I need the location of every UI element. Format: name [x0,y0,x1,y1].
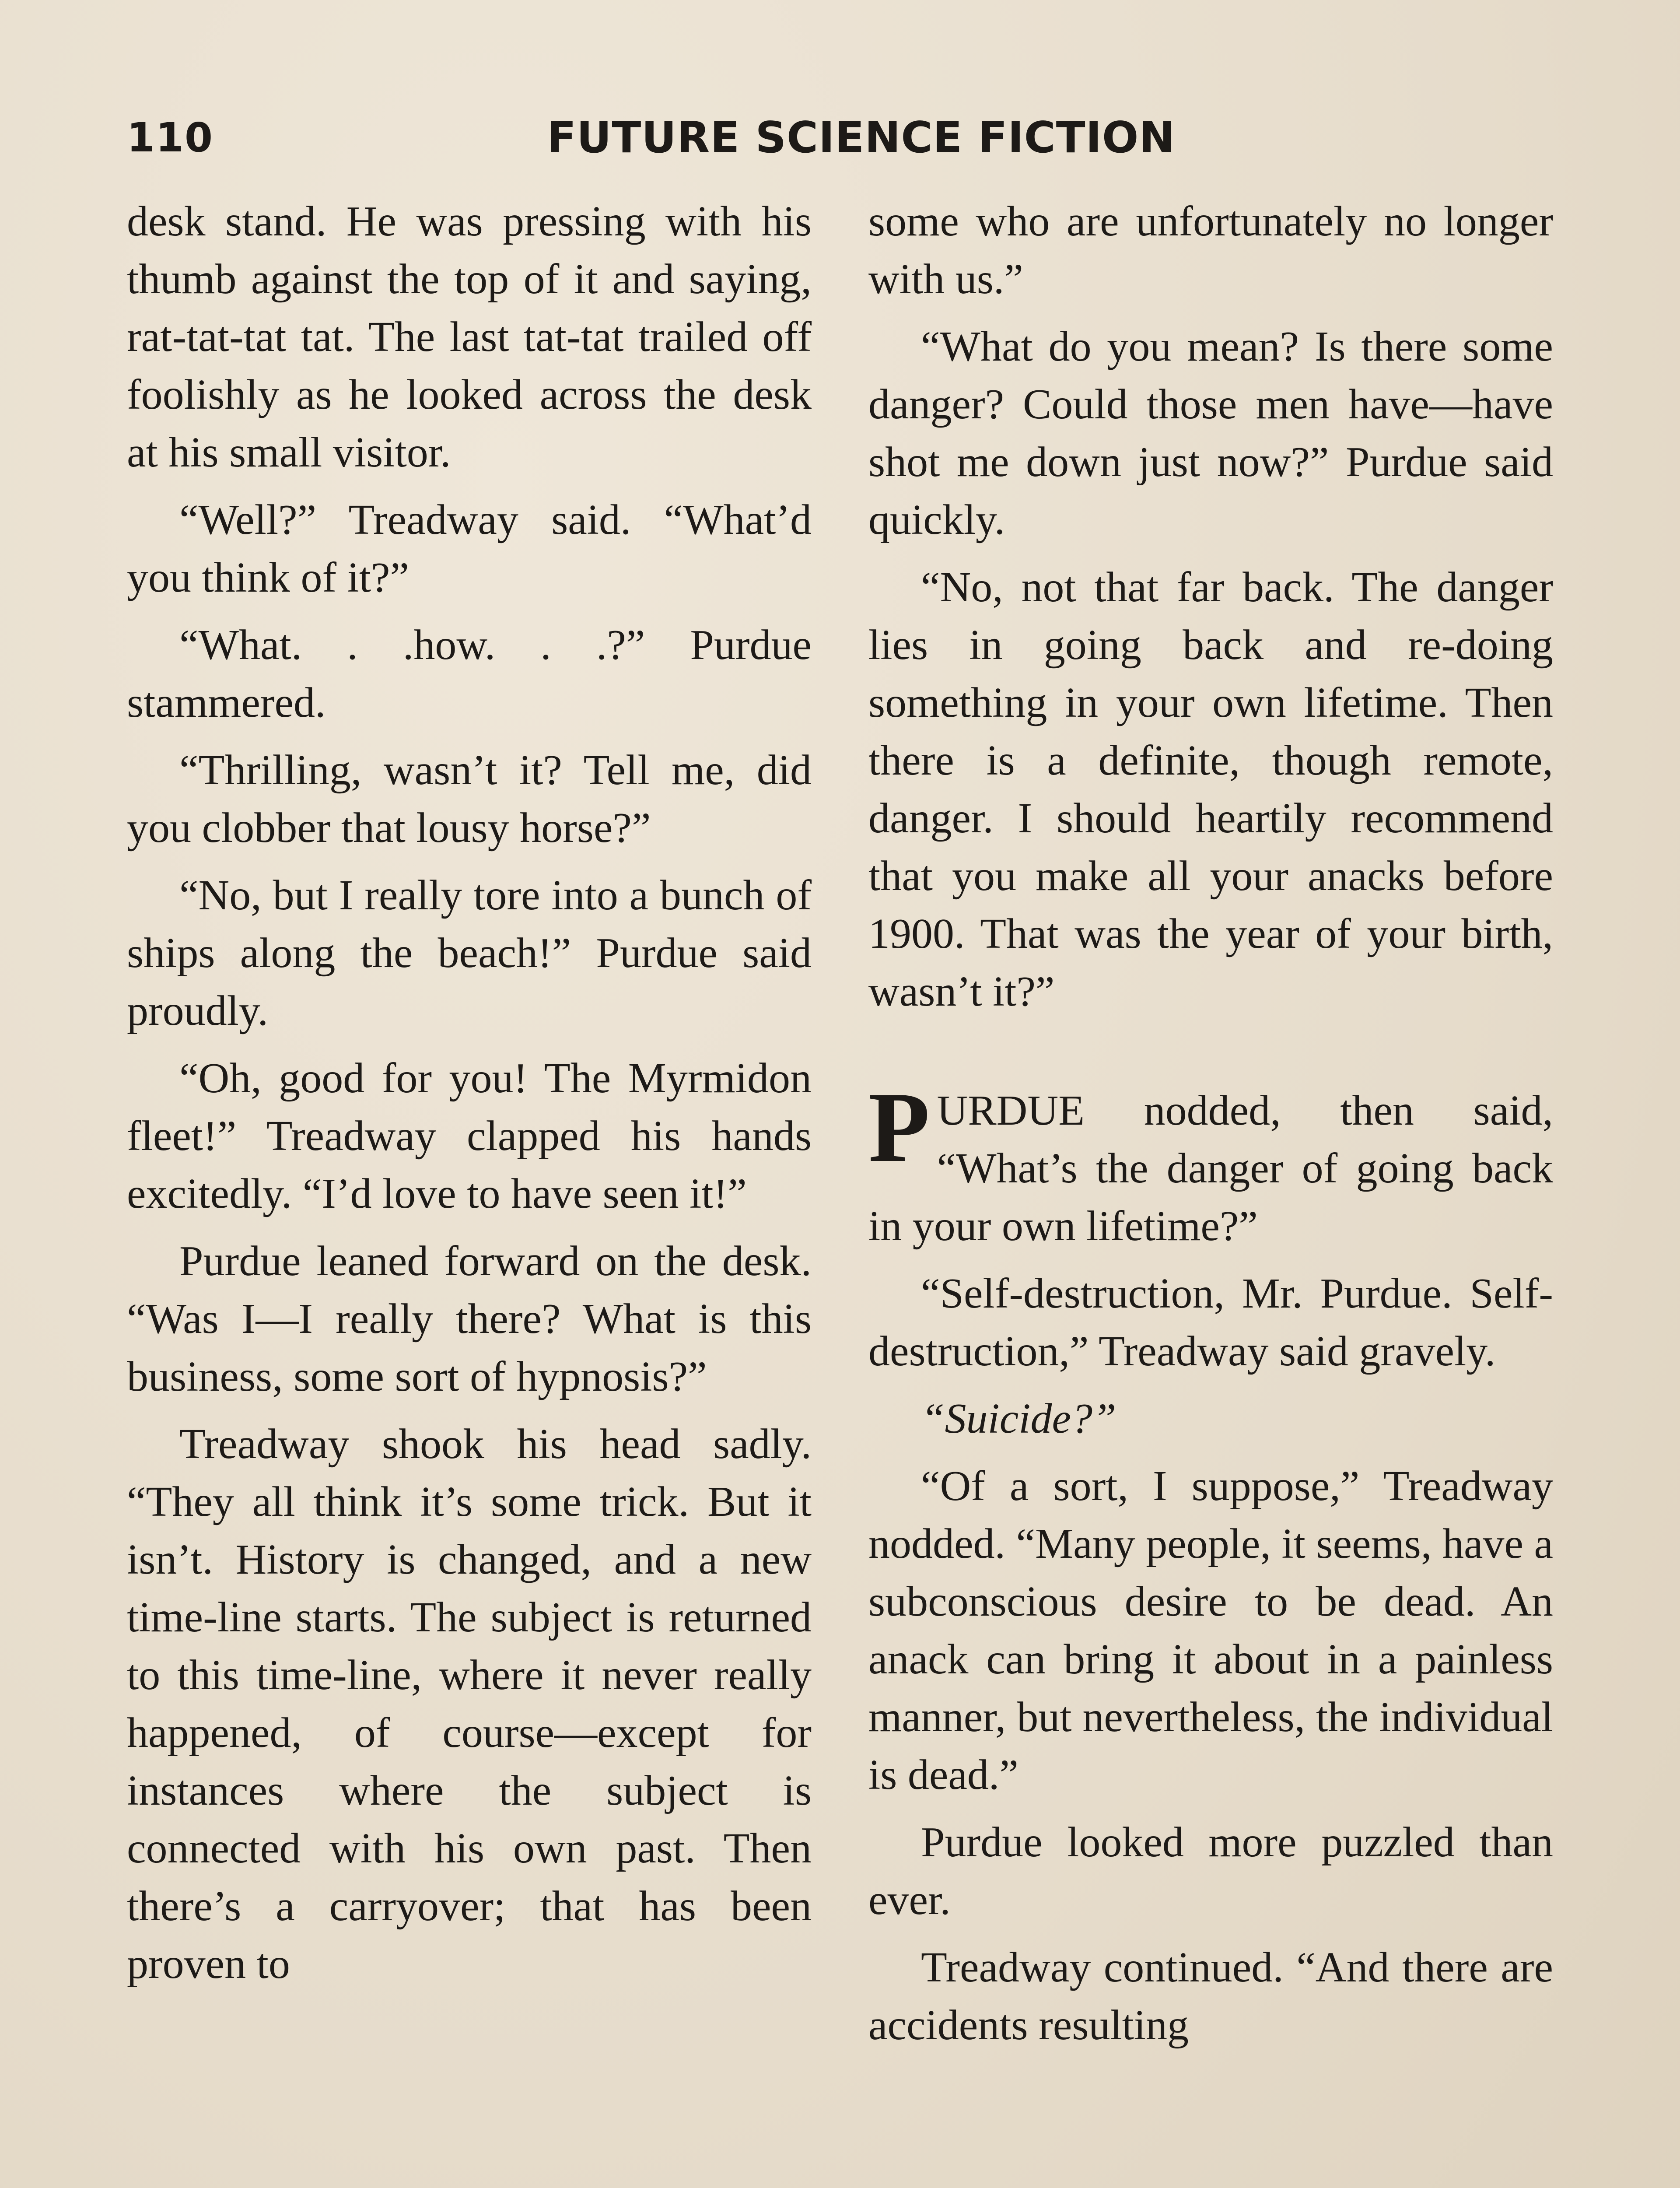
running-title: FUTURE SCIENCE FICTION [547,113,1176,163]
paragraph: “Of a sort, I suppose,” Treadway nodded. “Many people, it seems, have a subconscious desire to be dead. An anack can bring it about in a painless manner, but nevertheless, the individual is dead.” [868,1462,1553,1799]
paragraph: “Self-destruction, Mr. Purdue. Self-destruction,” Treadway said gravely. [868,1270,1553,1375]
paragraph: desk stand. He was pressing with his thumb against the top of it and saying, rat-tat-tat tat. The last tat-tat trailed off foolishly as he looked across the desk at his small visitor. [127,198,812,476]
paragraph: “Suicide?” [921,1395,1116,1442]
paragraph: “Thrilling, wasn’t it? Tell me, did you clobber that lousy horse?” [127,747,812,852]
drop-cap: P [868,1071,930,1183]
paragraph: “What. . .how. . .?” Purdue stammered. [127,621,812,726]
right-column [868,193,1553,2064]
paragraph: “What do you mean? Is there some danger? Could those men have—have shot me down just now?” Purdue said quickly. [868,323,1553,543]
left-column [127,193,812,2002]
paragraph: Treadway continued. “And there are accidents resulting [868,1944,1553,2049]
paragraph: “Well?” Treadway said. “What’d you think of it?” [127,496,812,601]
paragraph-text: URDUE nodded, then said, “What’s the danger of going back in your own lifetime?” [868,1087,1553,1250]
paragraph: some who are unfortunately no longer with us.” [868,198,1553,303]
page-number: 110 [127,114,214,161]
paragraph: Purdue looked more puzzled than ever. [868,1819,1553,1924]
paragraph: Purdue leaned forward on the desk. “Was I—I really there? What is this business, some sort of hypnosis?” [127,1238,812,1400]
section-start-paragraph [868,1071,1553,1255]
paragraph: “Oh, good for you! The Myrmidon fleet!” Treadway clapped his hands excitedly. “I’d love to have seen it!” [127,1055,812,1217]
page-header [127,109,1571,166]
paragraph: Treadway shook his head sadly. “They all think it’s some trick. But it isn’t. History is changed, and a new time-line starts. The subject is returned to this time-line, where it never really happened, of course—except for instances where the subject is connected with his own past. Then there’s a carryover; that has been proven to [127,1420,812,1988]
paragraph: “No, not that far back. The danger lies in going back and re-doing something in your own lifetime. Then there is a definite, though remote, danger. I should heartily recommend that you make all your anacks before 1900. That was the year of your birth, wasn’t it?” [868,564,1553,1015]
paragraph: “No, but I really tore into a bunch of ships along the beach!” Purdue said proudly. [127,872,812,1034]
